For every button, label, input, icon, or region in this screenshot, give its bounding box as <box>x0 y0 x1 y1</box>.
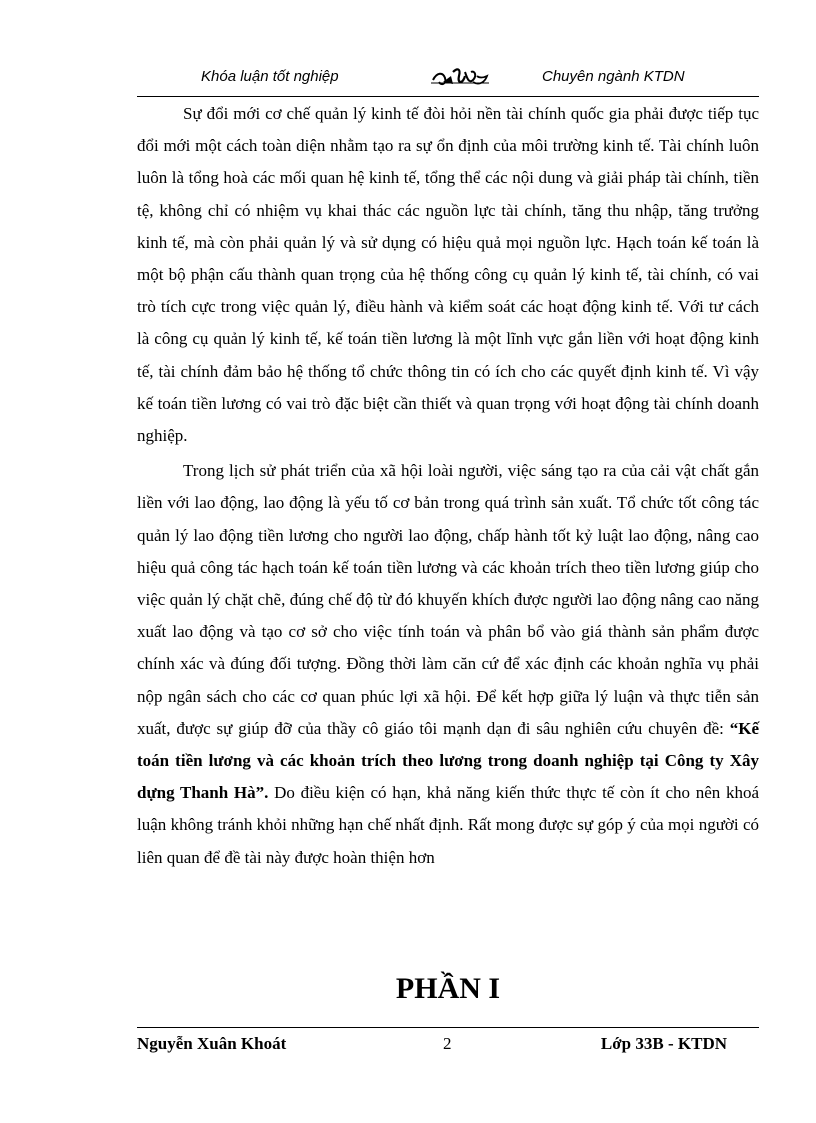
page-number: 2 <box>443 1034 452 1053</box>
paragraph-2-start: Trong lịch sử phát triển của xã hội loài người, việc sáng tạo ra của cải vật chất gắn liền với lao động, lao động là yếu tố cơ bản trong quá trình sản xuất. Tổ chức tốt công tác quản lý lao động tiền lương cho người lao động, chấp hành tốt kỷ luật lao động, nâng cao hiệu quả công tác hạch toán kế toán tiền lương và các khoản trích theo tiền lương giúp cho việc quản lý chặt chẽ, đúng chế độ từ đó khuyến khích được người lao động nâng cao năng xuất lao động và tạo cơ sở cho việc tính toán và phân bổ vào giá thành sản phẩm được chính xác và đúng đối tượng. Đồng thời làm căn cứ để xác định các khoản nghĩa vụ phải nộp ngân sách cho các cơ quan phúc lợi xã hội. Để kết hợp giữa lý luận và thực tiễn sản xuất, được sự giúp đỡ của thầy cô giáo tôi mạnh dạn đi sâu nghiên cứu chuyên đề: <box>137 461 759 738</box>
section-title: PHẦN I <box>395 972 501 1005</box>
body-text <box>137 98 759 874</box>
header-left-text: Khóa luận tốt nghiệp <box>201 68 339 85</box>
decorative-flourish-icon <box>429 64 491 90</box>
footer-author: Nguyễn Xuân Khoát <box>137 1034 287 1053</box>
thesis-topic-title: “Kế toán tiền lương và các khoản trích theo lương trong doanh nghiệp tại Công ty Xây dựng Thanh Hà”. <box>137 718 759 803</box>
paragraph-1: Sự đổi mới cơ chế quản lý kinh tế đòi hỏi nền tài chính quốc gia phải được tiếp tục đổi mới một cách toàn diện nhằm tạo ra sự ổn định của môi trường kinh tế. Tài chính luôn luôn là tổng hoà các mối quan hệ kinh tế, tổng thể các nội dung và giải pháp tài chính, tiền tệ, không chỉ có nhiệm vụ khai thác các nguồn lực tài chính, tăng thu nhập, tăng trưởng kinh tế, mà còn phải quản lý và sử dụng có hiệu quả mọi nguồn lực. Hạch toán kế toán là một bộ phận cấu thành quan trọng của hệ thống công cụ quản lý kinh tế, tài chính, có vai trò tích cực trong việc quản lý, điều hành và kiểm soát các hoạt động kinh tế. Với tư cách là công cụ quản lý kinh tế, kế toán tiền lương là một lĩnh vực gắn liền với hoạt động kinh tế, tài chính đảm bảo hệ thống tổ chức thông tin có ích cho các quyết định kinh tế. Vì vậy kế toán tiền lương có vai trò đặc biệt cần thiết và quan trọng với hoạt động tài chính doanh nghiệp. <box>137 104 759 446</box>
page-header <box>137 64 759 90</box>
footer-divider <box>137 1027 759 1028</box>
paragraph-2 <box>137 455 759 874</box>
page-footer <box>137 1034 759 1058</box>
footer-class-label: Lớp 33B - KTDN <box>600 1034 727 1053</box>
header-right-text: Chuyên ngành KTDN <box>542 68 685 85</box>
header-divider <box>137 96 759 97</box>
paragraph-2-end: Do điều kiện có hạn, khả năng kiến thức thực tế còn ít cho nên khoá luận không tránh khỏi những hạn chế nhất định. Rất mong được sự góp ý của mọi người có liên quan để đề tài này được hoàn thiện hơn <box>137 783 759 867</box>
